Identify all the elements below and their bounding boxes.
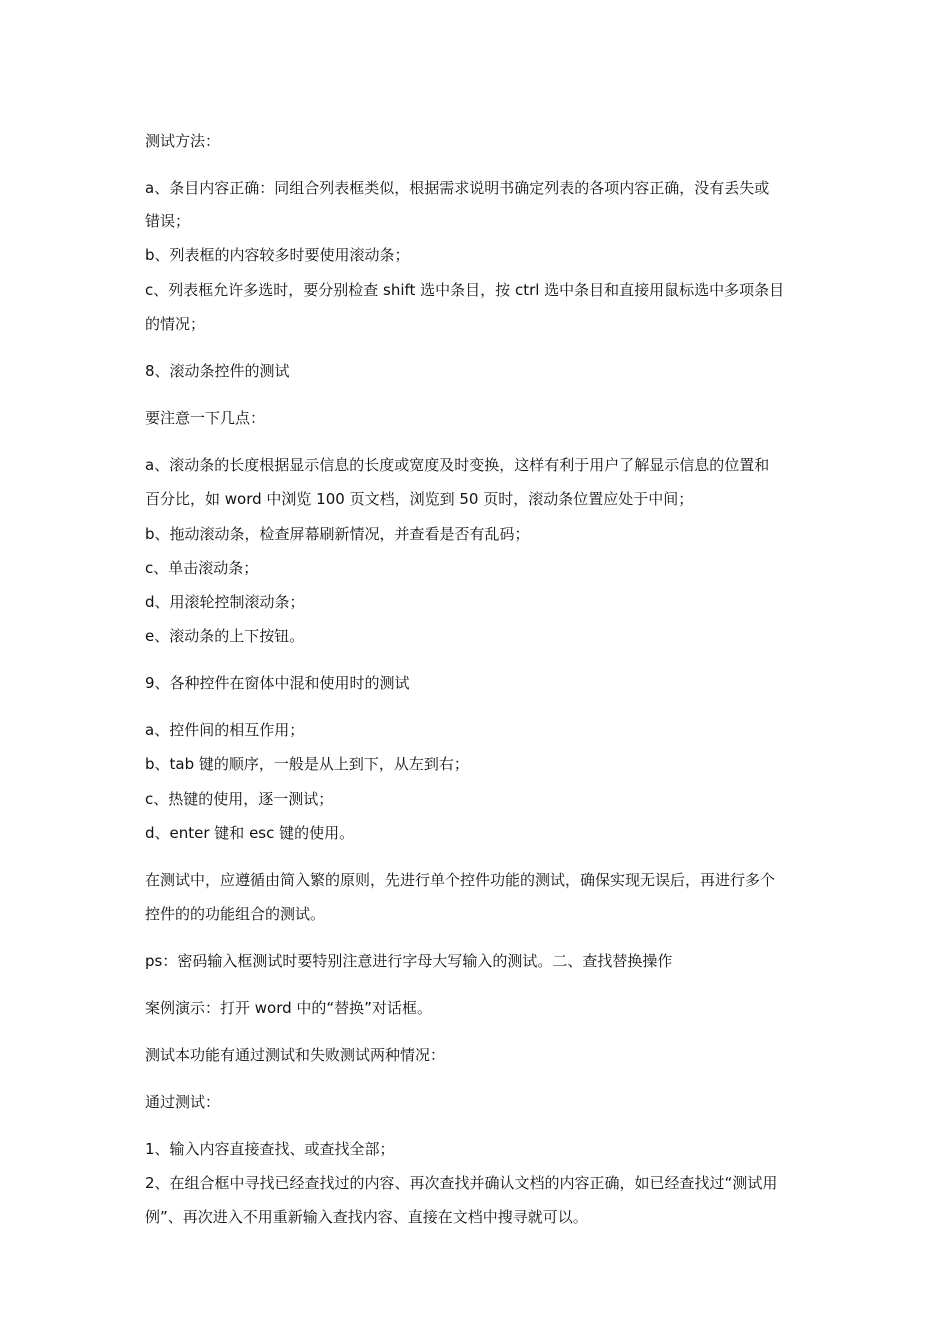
paragraph-line: 在测试中，应遵循由简入繁的原则，先进行单个控件功能的测试，确保实现无误后，再进行多个 — [145, 871, 776, 889]
paragraph-line: c、热键的使用，逐一测试； — [145, 790, 334, 808]
paragraph-line: d、用滚轮控制滚动条； — [145, 593, 305, 611]
paragraph-line: 测试本功能有通过测试和失败测试两种情况： — [145, 1046, 446, 1064]
paragraph-line: 通过测试： — [145, 1093, 221, 1111]
paragraph-line: 要注意一下几点： — [145, 409, 266, 427]
paragraph-line: ps：密码输入框测试时要特别注意进行字母大写输入的测试。二、查找替换操作 — [145, 952, 673, 970]
paragraph-line: 案例演示：打开 word 中的“替换”对话框。 — [145, 999, 432, 1017]
paragraph-line: 控件的的功能组合的测试。 — [145, 905, 326, 923]
paragraph-line: a、滚动条的长度根据显示信息的长度或宽度及时变换，这样有利于用户了解显示信息的位置和 — [145, 456, 770, 474]
paragraph-line: e、滚动条的上下按钮。 — [145, 627, 305, 645]
section-heading: 8、滚动条控件的测试 — [145, 362, 290, 380]
paragraph-line: 例”、再次进入不用重新输入查找内容、直接在文档中搜寻就可以。 — [145, 1208, 588, 1226]
paragraph-line: b、拖动滚动条，检查屏幕刷新情况，并查看是否有乱码； — [145, 525, 530, 543]
paragraph-line: c、单击滚动条； — [145, 559, 259, 577]
paragraph-line: a、控件间的相互作用； — [145, 721, 305, 739]
paragraph-line: 的情况； — [145, 315, 206, 333]
section-heading: 测试方法： — [145, 132, 221, 150]
paragraph-line: 百分比，如 word 中浏览 100 页文档，浏览到 50 页时，滚动条位置应处于中间； — [145, 490, 694, 508]
paragraph-line: 错误； — [145, 212, 191, 230]
section-heading: 9、各种控件在窗体中混和使用时的测试 — [145, 674, 410, 692]
paragraph-line: 2、在组合框中寻找已经查找过的内容、再次查找并确认文档的内容正确，如已经查找过“测试用 — [145, 1174, 778, 1192]
paragraph-line: a、条目内容正确：同组合列表框类似，根据需求说明书确定列表的各项内容正确，没有丢失或 — [145, 179, 770, 197]
paragraph-line: b、列表框的内容较多时要使用滚动条； — [145, 246, 410, 264]
paragraph-line: 1、输入内容直接查找、或查找全部； — [145, 1140, 395, 1158]
paragraph-line: c、列表框允许多选时，要分别检查 shift 选中条目，按 ctrl 选中条目和直接用鼠标选中多项条目 — [145, 281, 785, 299]
paragraph-line: d、enter 键和 esc 键的使用。 — [145, 824, 355, 842]
paragraph-line: b、tab 键的顺序，一般是从上到下，从左到右； — [145, 755, 469, 773]
